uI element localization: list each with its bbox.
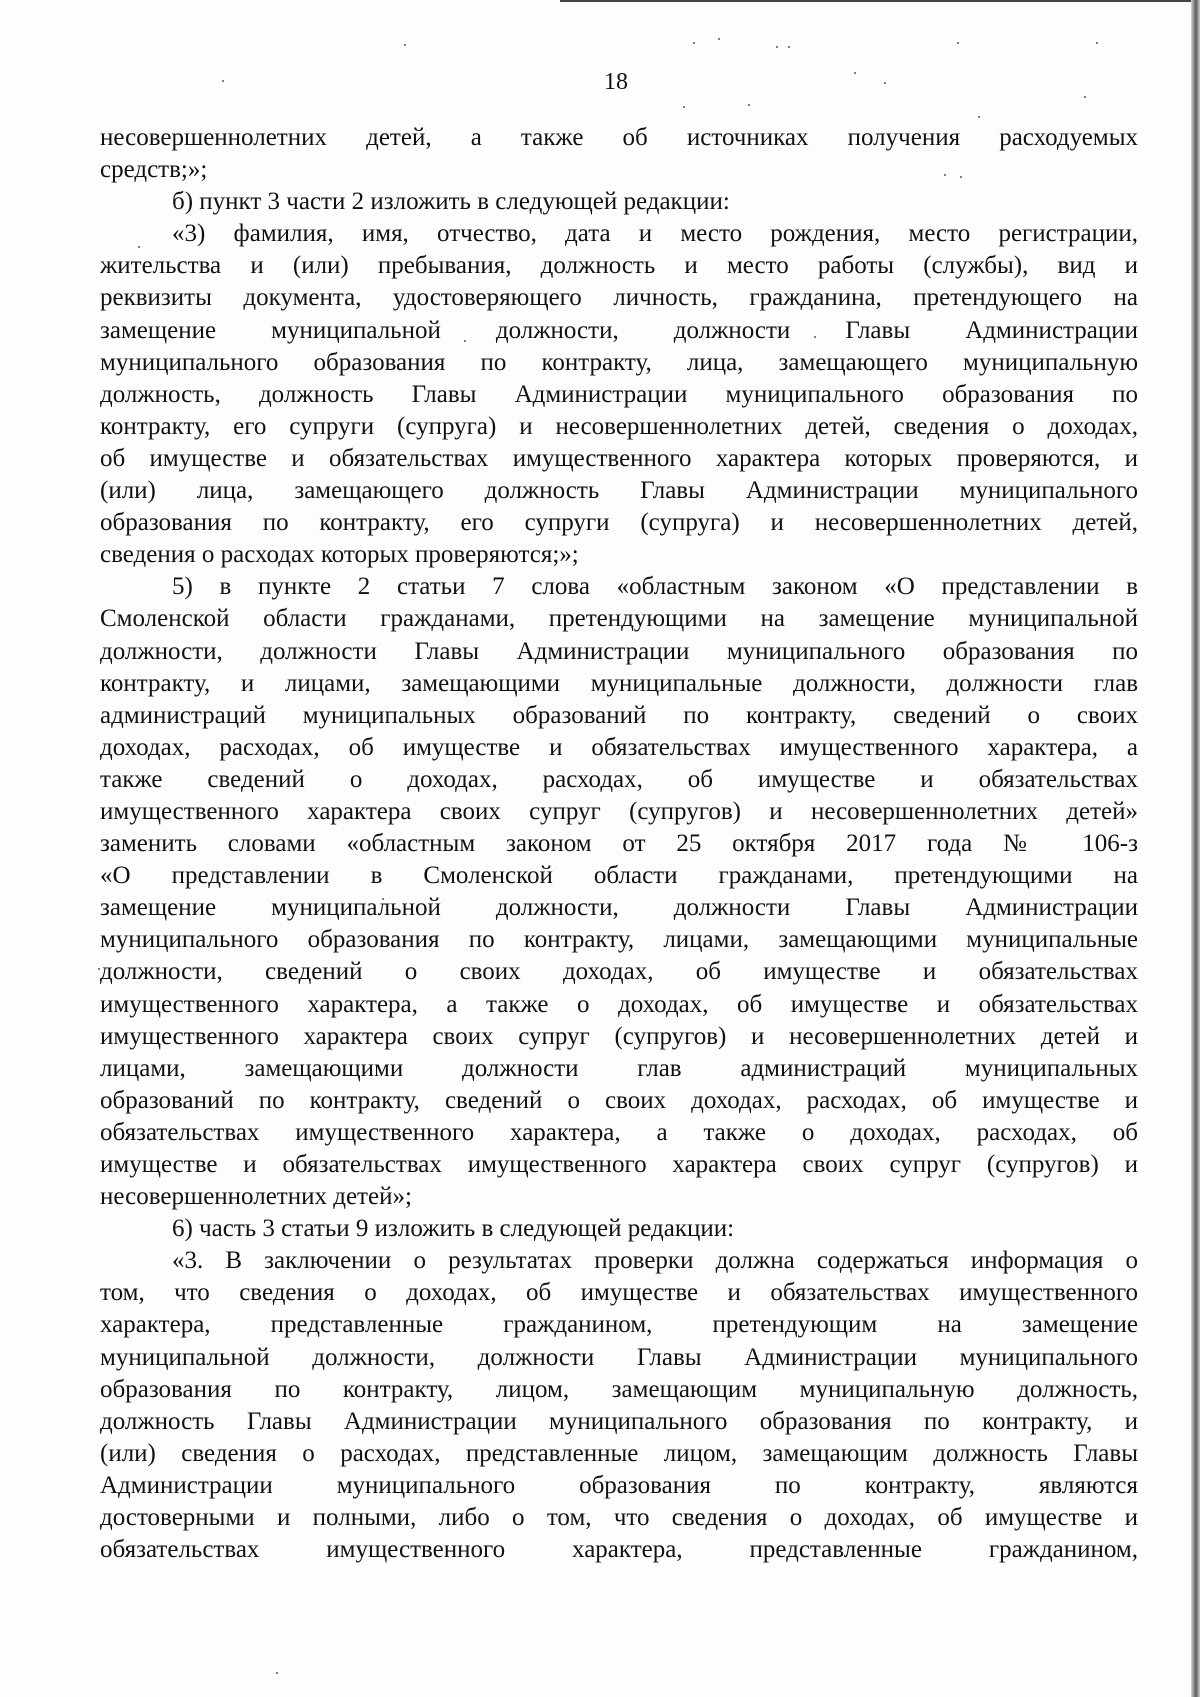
text-line: лицами, замещающими должности глав администраций муниципальных bbox=[100, 1054, 1138, 1082]
text-line: муниципального образования по контракту, лица, замещающего муниципальную bbox=[100, 348, 1138, 376]
text-line: 5) в пункте 2 статьи 7 слова «областным законом «О представлении в bbox=[172, 573, 1138, 601]
text-line: администраций муниципальных образований по контракту, сведений о своих bbox=[100, 701, 1138, 729]
text-line: муниципального образования по контракту, лицами, замещающими муниципальные bbox=[100, 926, 1138, 954]
text-line: несовершеннолетних детей»; bbox=[100, 1183, 412, 1211]
scan-speck bbox=[776, 46, 778, 48]
text-line: Администрации муниципального образования по контракту, являются bbox=[100, 1471, 1138, 1499]
text-line: несовершеннолетних детей, а также об источниках получения расходуемых bbox=[100, 124, 1138, 151]
scan-speck bbox=[978, 116, 980, 118]
scan-speck bbox=[683, 106, 685, 108]
text-line: должности, должности Главы Администрации муниципального образования по bbox=[100, 637, 1138, 665]
document-body bbox=[100, 122, 1138, 1566]
text-line: обязательствах имущественного характера, а также о доходах, расходах, об bbox=[100, 1118, 1138, 1146]
text-line: также сведений о доходах, расходах, об имуществе и обязательствах bbox=[100, 765, 1138, 793]
text-line: образования по контракту, его супруги (супруга) и несовершеннолетних детей, bbox=[100, 509, 1138, 537]
text-line: том, что сведения о доходах, об имуществе и обязательствах имущественного bbox=[100, 1279, 1138, 1307]
text-line: об имуществе и обязательствах имущественного характера которых проверяются, и bbox=[100, 444, 1138, 472]
text-line: контракту, его супруги (супруга) и несовершеннолетних детей, сведения о доходах, bbox=[100, 412, 1138, 440]
text-line: муниципальной должности, должности Главы Администрации муниципального bbox=[100, 1343, 1138, 1371]
text-line: сведения о расходах которых проверяются;»; bbox=[100, 541, 579, 569]
text-line: доходах, расходах, об имуществе и обязательствах имущественного характера, а bbox=[100, 733, 1138, 761]
text-line: (или) сведения о расходах, представленные лицом, замещающим должность Главы bbox=[100, 1439, 1138, 1467]
text-line: 6) часть 3 статьи 9 изложить в следующей редакции: bbox=[172, 1215, 735, 1243]
text-line: контракту, и лицами, замещающими муниципальные должности, должности глав bbox=[100, 669, 1138, 697]
text-line: «3) фамилия, имя, отчество, дата и место рождения, место регистрации, bbox=[172, 220, 1138, 248]
text-line: имущественного характера, а также о доходах, об имуществе и обязательствах bbox=[100, 990, 1138, 1018]
scan-speck bbox=[748, 104, 750, 106]
text-line: имущественного характера своих супруг (супругов) и несовершеннолетних детей и bbox=[100, 1022, 1138, 1050]
text-line: должность Главы Администрации муниципального образования по контракту, и bbox=[100, 1407, 1138, 1435]
scan-speck bbox=[404, 44, 406, 46]
text-line: обязательствах имущественного характера, представленные гражданином, bbox=[100, 1536, 1138, 1564]
scan-speck bbox=[693, 42, 695, 44]
text-line: имущественного характера своих супруг (супругов) и несовершеннолетних детей» bbox=[100, 797, 1138, 825]
scan-edge-top bbox=[560, 0, 1200, 2]
text-line: «3. В заключении о результатах проверки должна содержаться информация о bbox=[172, 1247, 1138, 1275]
scan-speck bbox=[957, 42, 959, 44]
text-line: образований по контракту, сведений о своих доходах, расходах, об имуществе и bbox=[100, 1086, 1138, 1114]
text-line: замещение муниципальной должности, должности Главы Администрации bbox=[100, 316, 1138, 344]
scan-speck bbox=[1096, 42, 1098, 44]
text-line: «О представлении в Смоленской области гражданами, претендующими на bbox=[100, 862, 1138, 890]
text-line: характера, представленные гражданином, претендующим на замещение bbox=[100, 1311, 1138, 1339]
text-line: реквизиты документа, удостоверяющего личность, гражданина, претендующего на bbox=[100, 284, 1138, 312]
scan-edge-right bbox=[1191, 0, 1200, 1697]
text-line: замещение муниципальной должности, должности Главы Администрации bbox=[100, 894, 1138, 922]
scan-speck bbox=[718, 38, 720, 40]
text-line: средств;»; bbox=[100, 156, 208, 184]
text-line: заменить словами «областным законом от 25 октября 2017 года № 106-з bbox=[100, 830, 1138, 858]
scan-speck bbox=[276, 1672, 278, 1674]
scan-speck bbox=[788, 46, 790, 48]
text-line: б) пункт 3 части 2 изложить в следующей редакции: bbox=[172, 188, 730, 216]
text-line: должности, сведений о своих доходах, об имуществе и обязательствах bbox=[100, 958, 1138, 986]
text-line: жительства и (или) пребывания, должность и место работы (службы), вид и bbox=[100, 252, 1138, 280]
text-line: имуществе и обязательствах имущественного характера своих супруг (супругов) и bbox=[100, 1151, 1138, 1178]
text-line: (или) лица, замещающего должность Главы Администрации муниципального bbox=[100, 477, 1138, 505]
page-number: 18 bbox=[604, 69, 628, 95]
text-line: достоверными и полными, либо о том, что сведения о доходах, об имуществе и bbox=[100, 1504, 1138, 1532]
text-line: образования по контракту, лицом, замещающим муниципальную должность, bbox=[100, 1375, 1138, 1403]
text-line: должность, должность Главы Администрации муниципального образования по bbox=[100, 380, 1138, 408]
text-line: Смоленской области гражданами, претендующими на замещение муниципальной bbox=[100, 605, 1138, 633]
scan-speck bbox=[1084, 96, 1086, 98]
